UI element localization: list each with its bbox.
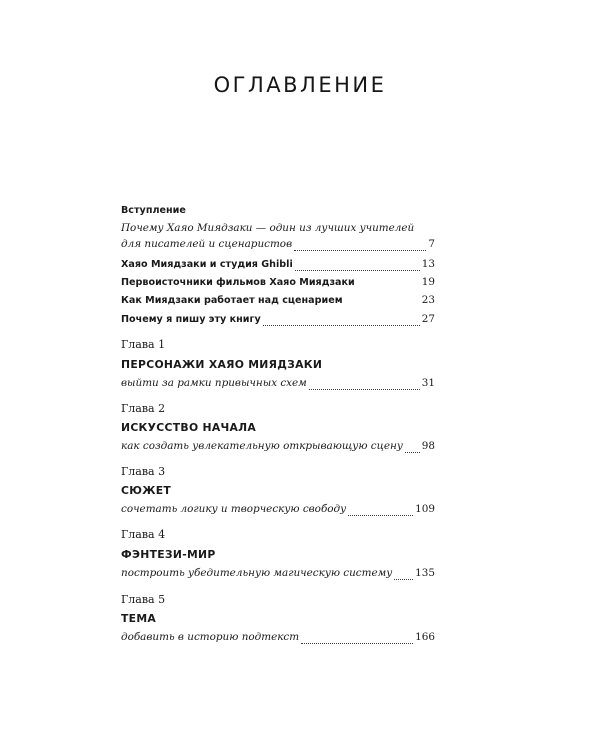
toc-entry[interactable]	[121, 313, 435, 331]
intro-heading-label: Вступление	[121, 205, 186, 216]
chapter-number: Глава 2	[121, 402, 166, 415]
page-number: 7	[428, 238, 435, 250]
intro-entry-text-2: для писателей и сценаристов	[121, 238, 293, 250]
dot-leader	[301, 643, 413, 644]
chapter-title	[121, 358, 435, 376]
dot-leader	[263, 325, 420, 326]
dot-leader	[345, 306, 420, 307]
dot-leader	[405, 452, 420, 453]
page-number: 31	[421, 377, 435, 389]
toc-entry[interactable]	[121, 276, 435, 294]
toc-entry[interactable]	[121, 631, 435, 649]
chapter-title	[121, 484, 435, 502]
chapter-label	[121, 528, 435, 546]
chapter-subtitle: выйти за рамки привычных схем	[121, 377, 307, 389]
toc-entry[interactable]	[121, 440, 435, 458]
chapter-title	[121, 421, 435, 439]
chapter-title	[121, 548, 435, 566]
dot-leader	[357, 288, 420, 289]
dot-leader	[394, 579, 413, 580]
page-number: 27	[421, 313, 435, 325]
intro-heading	[121, 205, 435, 223]
page-title: ОГЛАВЛЕНИЕ	[213, 73, 387, 97]
dot-leader	[295, 270, 420, 271]
intro-entry-text-1: Почему Хаяо Миядзаки — один из лучших учителей	[121, 222, 415, 234]
toc-entry[interactable]	[121, 377, 435, 395]
chapter-title-text: ТЕМА	[121, 612, 157, 625]
page-number: 109	[415, 503, 435, 515]
chapter-title-text: СЮЖЕТ	[121, 484, 172, 497]
entry-label: Почему я пишу эту книгу	[121, 314, 261, 325]
chapter-label	[121, 402, 435, 420]
chapter-label	[121, 465, 435, 483]
chapter-title-text: ИСКУССТВО НАЧАЛА	[121, 421, 257, 434]
page-number: 98	[421, 440, 435, 452]
dot-leader	[309, 389, 420, 390]
chapter-subtitle: построить убедительную магическую систему	[121, 567, 393, 579]
chapter-subtitle: как создать увлекательную открывающую сцену	[121, 440, 403, 452]
chapter-label	[121, 338, 435, 356]
toc-entry[interactable]	[121, 567, 435, 585]
entry-label: Первоисточники фильмов Хаяо Миядзаки	[121, 277, 355, 288]
entry-label: Хаяо Миядзаки и студия Ghibli	[121, 259, 293, 270]
chapter-label	[121, 593, 435, 611]
toc-entry[interactable]	[121, 238, 435, 256]
page-number: 19	[421, 276, 435, 288]
chapter-number: Глава 3	[121, 465, 166, 478]
toc-entry[interactable]	[121, 294, 435, 312]
chapter-subtitle: добавить в историю подтекст	[121, 631, 300, 643]
page-number: 135	[415, 567, 435, 579]
toc-entry[interactable]	[121, 503, 435, 521]
chapter-number: Глава 5	[121, 593, 166, 606]
chapter-number: Глава 4	[121, 528, 166, 541]
dot-leader	[294, 250, 426, 251]
chapter-number: Глава 1	[121, 338, 166, 351]
toc-entry[interactable]	[121, 258, 435, 276]
chapter-title	[121, 612, 435, 630]
page-number: 13	[421, 258, 435, 270]
page-number: 166	[415, 631, 435, 643]
chapter-subtitle: сочетать логику и творческую свободу	[121, 503, 347, 515]
chapter-title-text: ФЭНТЕЗИ-МИР	[121, 548, 216, 561]
chapter-title-text: ПЕРСОНАЖИ ХАЯО МИЯДЗАКИ	[121, 358, 323, 371]
page-number: 23	[421, 294, 435, 306]
entry-label: Как Миядзаки работает над сценарием	[121, 295, 343, 306]
dot-leader	[348, 515, 413, 516]
